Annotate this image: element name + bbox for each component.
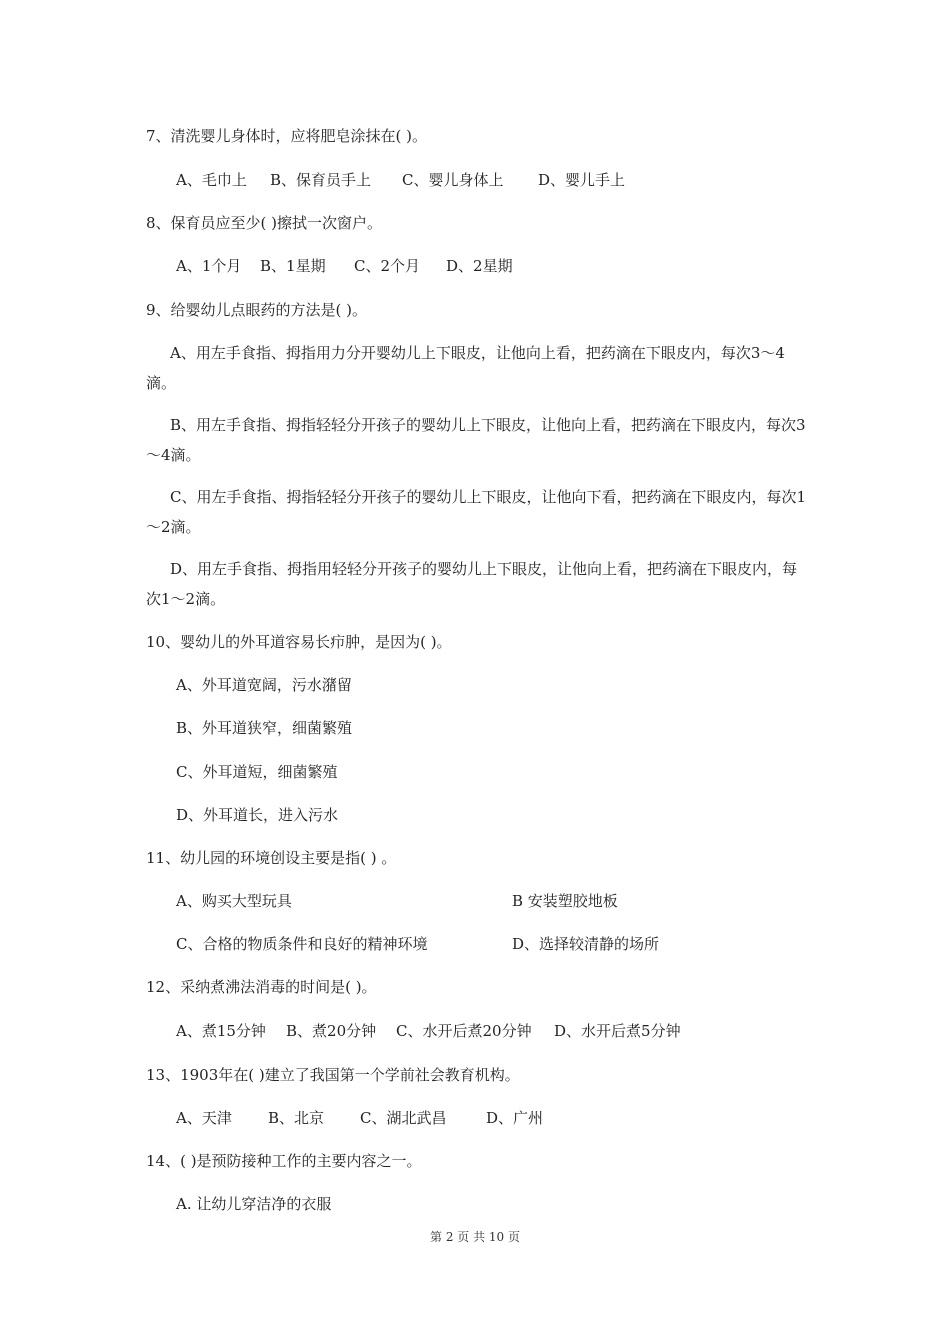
- question-12-option-c: C、水开后煮20分钟: [396, 1022, 532, 1040]
- question-12-options: [176, 1021, 681, 1041]
- question-9-option-c: C、用左手食指、拇指轻轻分开孩子的婴幼儿上下眼皮，让他向下看，把药滴在下眼皮内，每次1～2滴。: [146, 488, 807, 536]
- question-8-option-c: C、2个月: [354, 257, 421, 275]
- question-8-option-b: B、1星期: [260, 257, 326, 275]
- page-number-footer: 第 2 页 共 10 页: [430, 1230, 520, 1244]
- question-14-option-a: A. 让幼儿穿洁净的衣服: [176, 1195, 332, 1213]
- question-13-stem: 13、1903年在( )建立了我国第一个学前社会教育机构。: [146, 1066, 520, 1084]
- question-12-stem: 12、采纳煮沸法消毒的时间是( )。: [146, 978, 377, 996]
- question-11-stem: 11、幼儿园的环境创设主要是指( ) 。: [146, 849, 397, 867]
- question-9-stem: 9、给婴幼儿点眼药的方法是( )。: [146, 301, 368, 319]
- question-11-option-b: B 安装塑胶地板: [512, 892, 618, 910]
- question-7-option-c: C、婴儿身体上: [402, 171, 504, 189]
- question-13-option-d: D、广州: [486, 1109, 544, 1127]
- question-10-option-c: C、外耳道短，细菌繁殖: [176, 763, 338, 781]
- question-7-option-a: A、毛巾上: [176, 171, 247, 189]
- question-9-option-b: B、用左手食指、拇指轻轻分开孩子的婴幼儿上下眼皮，让他向上看，把药滴在下眼皮内，每次3～4滴。: [146, 416, 806, 464]
- question-12-option-b: B、煮20分钟: [286, 1022, 377, 1040]
- question-7-stem: 7、清洗婴儿身体时，应将肥皂涂抹在( )。: [146, 127, 428, 145]
- question-8-option-d: D、2星期: [446, 257, 513, 275]
- question-10-option-b: B、外耳道狭窄，细菌繁殖: [176, 719, 353, 737]
- question-7-option-b: B、保育员手上: [270, 171, 372, 189]
- question-10-option-d: D、外耳道长，进入污水: [176, 806, 339, 824]
- question-8-stem: 8、保育员应至少( )擦拭一次窗户。: [146, 214, 383, 232]
- question-8-options: [176, 256, 513, 276]
- question-12-option-a: A、煮15分钟: [176, 1022, 266, 1040]
- question-9-option-d: D、用左手食指、拇指用轻轻分开孩子的婴幼儿上下眼皮，让他向上看，把药滴在下眼皮内，每次1～2滴。: [146, 560, 798, 608]
- question-10-stem: 10、婴幼儿的外耳道容易长疖肿，是因为( )。: [146, 633, 452, 651]
- question-11-option-d: D、选择较清静的场所: [512, 935, 660, 953]
- question-8-option-a: A、1个月: [176, 257, 242, 275]
- question-14-stem: 14、( )是预防接种工作的主要内容之一。: [146, 1152, 422, 1170]
- question-12-option-d: D、水开后煮5分钟: [554, 1022, 681, 1040]
- question-13-option-b: B、北京: [268, 1109, 325, 1127]
- question-11-option-a: A、购买大型玩具: [176, 892, 292, 910]
- question-9-option-a: A、用左手食指、拇指用力分开婴幼儿上下眼皮，让他向上看，把药滴在下眼皮内，每次3～4滴。: [146, 344, 785, 392]
- question-10-option-a: A、外耳道宽阔，污水潴留: [176, 676, 352, 694]
- question-11-option-c: C、合格的物质条件和良好的精神环境: [176, 935, 428, 953]
- question-13-option-a: A、天津: [176, 1109, 232, 1127]
- question-13-options: [176, 1108, 543, 1128]
- question-7-options: [176, 170, 625, 190]
- question-7-option-d: D、婴儿手上: [538, 171, 626, 189]
- question-13-option-c: C、湖北武昌: [360, 1109, 447, 1127]
